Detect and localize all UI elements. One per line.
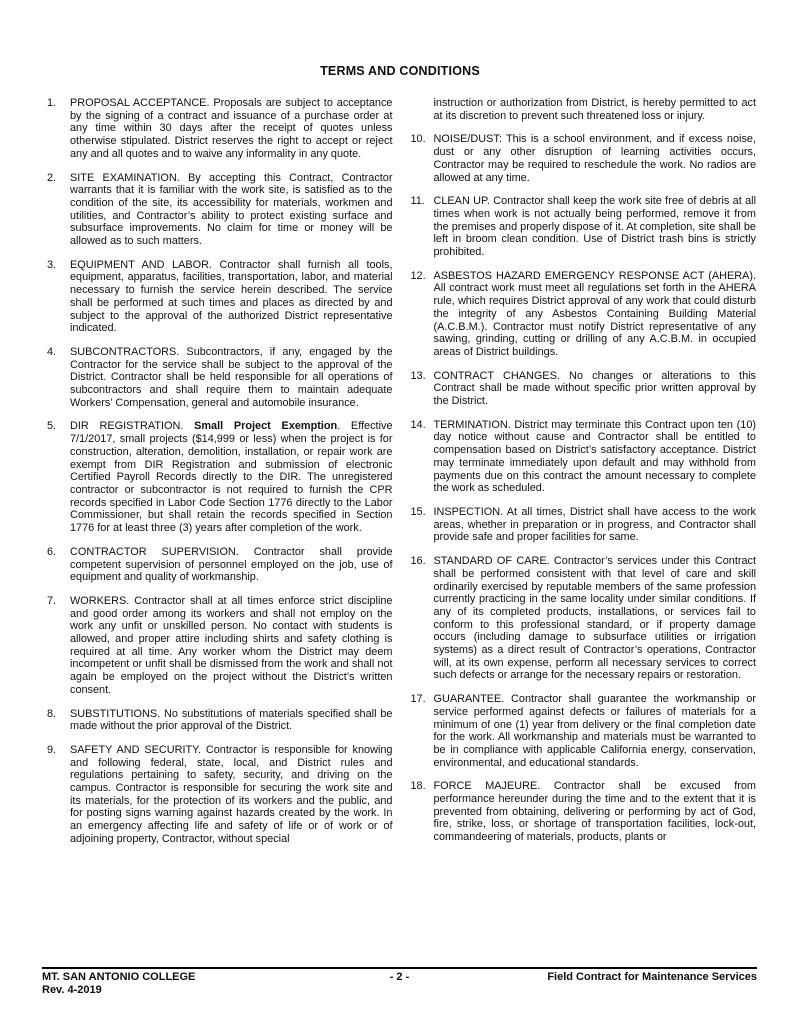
page-footer	[42, 967, 757, 996]
page-title: TERMS AND CONDITIONS	[320, 64, 480, 78]
footer-divider	[42, 967, 757, 969]
footer-document-name: Field Contract for Maintenance Services	[547, 971, 757, 983]
term-text: TERMINATION. District may terminate this Contract upon ten (10) day notice without cause and Contractor shall be entitled to compensation based on District’s satisfactory acceptance. District may terminate immediately upon default and may withhold from payments due on this contract the amount necessary to complete the work as scheduled.	[433, 418, 756, 495]
term-item	[47, 708, 393, 733]
term-number: 9.	[47, 743, 57, 756]
term-item	[411, 693, 757, 769]
term-number: 17.	[410, 693, 426, 706]
term-text: INSPECTION. At all times, District shall have access to the work areas, whether in preparation or in progress, and Contractor shall provide safe and proper facilities for same.	[433, 505, 756, 544]
term-item	[47, 172, 393, 248]
term-item	[47, 420, 393, 534]
term-text: SUBSTITUTIONS. No substitutions of materials specified shall be made without the prior approval of the District.	[70, 707, 393, 733]
term-item	[47, 744, 393, 846]
term-number: 3.	[47, 258, 57, 271]
term-number: 13.	[410, 369, 426, 382]
term-item	[411, 133, 757, 184]
term-number: 14.	[410, 418, 426, 431]
footer-left-block	[42, 971, 280, 996]
term-item	[411, 555, 757, 682]
term-number: 1.	[47, 97, 57, 109]
term-item	[47, 546, 393, 584]
term-number: 16.	[410, 555, 426, 568]
term-item	[411, 370, 757, 408]
term-number	[411, 97, 434, 122]
term-item	[47, 595, 393, 697]
term-item	[47, 346, 393, 410]
term-text: SUBCONTRACTORS. Subcontractors, if any, engaged by the Contractor for the service shall be subject to the approval of the District. Contractor shall be held responsible for all operations of subcontractors and shall require them to maintain adequate Workers’ Compensation, general and automobile insurance.	[70, 345, 393, 409]
term-text: ASBESTOS HAZARD EMERGENCY RESPONSE ACT (AHERA). All contract work must meet all regulations set forth in the AHERA rule, which requires District approval of any work that could disturb the integrity of any Asbestos Containing Building Material (A.C.B.M.). Contractor must notify District representative of any sawing, grinding, cutting or drilling of any A.C.B.M. in occupied areas of District buildings.	[433, 269, 756, 358]
term-text: PROPOSAL ACCEPTANCE. Proposals are subject to acceptance by the signing of a contract and issuance of a purchase order at any time within 30 days after the receipt of quotes unless otherwise stipulated. District reserves the right to accept or reject any and all quotes and to waive any informality in any quote.	[70, 97, 393, 160]
term-text: instruction or authorization from District, is hereby permitted to act at its discretion to prevent such threatened loss or injury.	[433, 97, 756, 122]
term-text: SAFETY AND SECURITY. Contractor is responsible for knowing and following federal, state, local, and District rules and regulations pertaining to safety, security, and driving on the campus. Contractor is responsible for securing the work site and its materials, for the protection of its workers and the public, and for posting signs warning against hazards created by the work. In an emergency affecting life and safety of life or of work or of adjoining property, Contractor, without special	[70, 743, 393, 845]
term-number: 2.	[47, 171, 57, 184]
term-number: 15.	[410, 505, 426, 518]
term-number: 6.	[47, 545, 57, 558]
term-text: CLEAN UP. Contractor shall keep the work site free of debris at all times when work is not actually being performed, remove it from the premises and properly dispose of it. At completion, site shall be left in broom clean condition. Use of District trash bins is strictly prohibited.	[433, 195, 756, 259]
term-item	[411, 419, 757, 495]
term-item	[411, 195, 757, 259]
term-text: EQUIPMENT AND LABOR. Contractor shall furnish all tools, equipment, apparatus, facilities, transportation, labor, and material necessary to furnish the service herein described. The service shall be performed at such times and places as directed by and subject to the approval of the authorized District representative indicated.	[70, 258, 393, 335]
term-text: GUARANTEE. Contractor shall guarantee the workmanship or service performed against defects or failures of materials for a minimum of one (1) year from delivery or the final completion date for the work. All workmanship and materials must be warranted to be in compliance with applicable California energy, conservation, environmental, and educational standards.	[433, 693, 756, 769]
term-text: NOISE/DUST: This is a school environment, and if excess noise, dust or any other disruption of learning activities occurs, Contractor may be required to reschedule the work. No radios are allowed at any time.	[433, 133, 756, 184]
term-text: CONTRACTOR SUPERVISION. Contractor shall provide competent supervision of personnel employed on the job, use of equipment and quality of workmanship.	[70, 545, 393, 584]
term-text: WORKERS. Contractor shall at all times enforce strict discipline and good order among its workers and shall not employ on the work any unfit or unskilled person. No contact with students is allowed, and proper attire including shirts and safety clothing is required at all time. Any worker whom the District may deem incompetent or unfit shall be dismissed from the work and shall not again be employed on the project without the District’s written consent.	[70, 594, 393, 696]
term-number: 7.	[47, 594, 57, 607]
terms-columns	[0, 78, 800, 857]
term-number: 12.	[410, 269, 426, 282]
terms-column-right	[411, 97, 757, 857]
footer-organization: MT. SAN ANTONIO COLLEGE	[42, 971, 196, 983]
term-text: CONTRACT CHANGES. No changes or alterations to this Contract shall be made without specific prior written approval by the District.	[433, 369, 756, 408]
terms-column-left	[47, 97, 393, 857]
term-number: 10.	[410, 133, 426, 146]
term-number: 4.	[47, 345, 57, 358]
term-item	[47, 259, 393, 335]
term-text: SITE EXAMINATION. By accepting this Contract, Contractor warrants that it is familiar with the work site, is satisfied as to the condition of the site, its accessibility for materials, workmen and utilities, and Contractor’s ability to protect existing surface and subsurface improvements. No claim for time or money will be allowed as to such matters.	[70, 171, 393, 248]
term-text: DIR REGISTRATION. Small Project Exemption. Effective 7/1/2017, small projects ($14,999 or less) when the project is for construction, alteration, demolition, installation, or repair work are exempt from DIR Registration and submission of electronic Certified Payroll Records directly to the DIR. The unregistered contractor or subcontractor is not required to furnish the CPR records specified in Labor Code Section 1776 directly to the Labor Commissioner, but shall retain the records specified in Section 1776 for at least three (3) years after completion of the work.	[70, 420, 393, 535]
footer-page-number: - 2 -	[389, 971, 410, 983]
term-number: 8.	[47, 707, 57, 720]
footer-revision: Rev. 4-2019	[42, 984, 102, 996]
term-number: 11.	[410, 195, 425, 208]
term-item	[47, 97, 393, 161]
term-item	[411, 97, 757, 122]
term-item	[411, 270, 757, 359]
term-item	[411, 780, 757, 844]
term-number: 18.	[410, 780, 426, 793]
term-number: 5.	[47, 420, 57, 433]
term-item	[411, 506, 757, 544]
term-text: FORCE MAJEURE. Contractor shall be excused from performance hereunder during the time and to the extent that it is prevented from obtaining, delivering or performing by act of God, fire, strike, loss, or shortage of transportation facilities, lock-out, commandeering of materials, products, plants or	[433, 780, 756, 844]
term-text: STANDARD OF CARE. Contractor’s services under this Contract shall be performed consistent with that level of care and skill ordinarily exercised by reputable members of the same profession currently practicing in the same locality under similar conditions. If any of its completed products, installations, or services fail to conform to this professional standard, or if property damage occurs (including damage to subsurface utilities or irrigation systems) as a direct result of Contractor’s operations, Contractor will, at its own expense, perform all necessary services to correct such defects or arrange for the necessary repairs or restoration.	[433, 555, 756, 682]
